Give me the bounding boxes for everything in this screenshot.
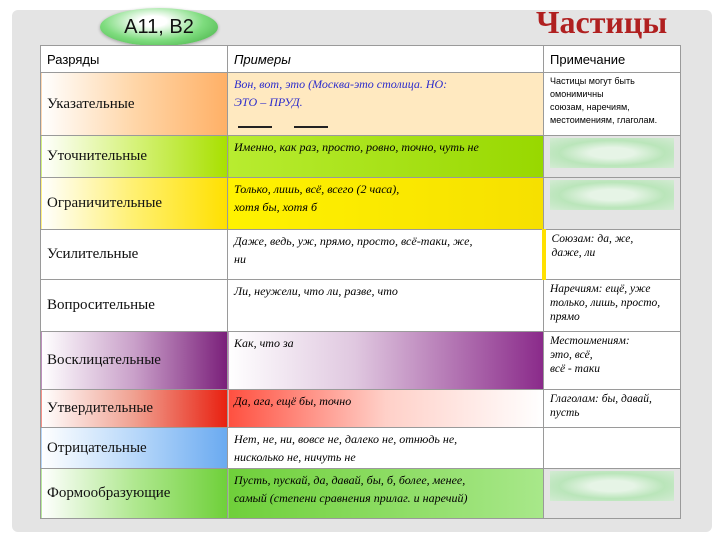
example-line: хотя бы, хотя б [234, 200, 318, 214]
example-cell [228, 428, 544, 469]
note-highlight [550, 180, 674, 210]
example-cell [228, 469, 544, 519]
example-line: Именно, как раз, просто, ровно, точно, чуть не [234, 140, 479, 154]
category-cell: Формообразующие [41, 469, 228, 519]
particles-table [40, 45, 681, 519]
note-cell [544, 428, 681, 469]
header-row [41, 46, 681, 73]
example-cell [228, 332, 544, 390]
table-row [41, 280, 681, 332]
example-cell [228, 178, 544, 230]
note-line: только, лишь, просто, [550, 297, 661, 309]
header-note: Примечание [544, 46, 681, 73]
example-cell [228, 73, 544, 136]
category-cell: Усилительные [41, 230, 228, 280]
note-line: союзам, наречиям, [550, 102, 630, 112]
note-line: местоимениям, глаголам. [550, 115, 658, 125]
topic-badge [100, 8, 218, 46]
note-cell [544, 332, 681, 390]
note-line: Союзам: да, же, [551, 233, 634, 245]
example-line: Да, ага, ещё бы, точно [234, 394, 352, 408]
category-cell: Ограничительные [41, 178, 228, 230]
example-line: Ли, неужели, что ли, разве, что [234, 284, 398, 298]
table-row [41, 332, 681, 390]
note-highlight [550, 138, 674, 168]
slide-title: Частицы [536, 4, 668, 40]
example-line: ЭТО – ПРУД. [234, 95, 303, 109]
table-row [41, 73, 681, 136]
table-row [41, 136, 681, 178]
example-line: Вон, вот, это (Москва-это столица. НО: [234, 77, 448, 91]
table-row [41, 428, 681, 469]
note-line: это, всё, [550, 349, 593, 361]
note-line: всё - таки [550, 363, 600, 375]
category-cell: Указательные [41, 73, 228, 136]
example-line: Нет, не, ни, вовсе не, далеко не, отнюдь не, [234, 432, 458, 446]
underline-marks [238, 115, 537, 133]
example-line: Даже, ведь, уж, прямо, просто, всё-таки, же, [234, 234, 473, 248]
example-line: самый (степени сравнения прилаг. и наречий) [234, 491, 468, 505]
note-cell [544, 73, 681, 136]
category-cell: Восклицательные [41, 332, 228, 390]
table-row [41, 390, 681, 428]
note-cell [544, 469, 681, 519]
note-line: Наречиям: ещё, уже [550, 283, 651, 295]
note-line: пусть [550, 407, 580, 419]
table-row [41, 469, 681, 519]
note-cell [544, 280, 681, 332]
category-cell: Уточнительные [41, 136, 228, 178]
note-line: прямо [550, 311, 580, 323]
category-cell: Утвердительные [41, 390, 228, 428]
note-highlight [550, 471, 674, 501]
note-line: Местоимениям: [550, 335, 630, 347]
table-row [41, 230, 681, 280]
example-cell [228, 280, 544, 332]
note-cell [544, 390, 681, 428]
category-cell: Отрицательные [41, 428, 228, 469]
example-line: нисколько не, ничуть не [234, 450, 356, 464]
note-cell [544, 136, 681, 178]
example-cell [228, 136, 544, 178]
note-line: даже, ли [551, 247, 596, 259]
header-category: Разряды [41, 46, 228, 73]
example-cell [228, 390, 544, 428]
note-line: Глаголам: бы, давай, [550, 393, 652, 405]
table-row [41, 178, 681, 230]
badge-label: А11, В2 [124, 15, 194, 38]
example-line: Пусть, пускай, да, давай, бы, б, более, менее, [234, 473, 466, 487]
example-line: Только, лишь, всё, всего (2 часа), [234, 182, 400, 196]
note-line: Частицы могут быть омонимичны [550, 76, 635, 99]
header-examples: Примеры [228, 46, 544, 73]
note-cell [544, 178, 681, 230]
note-cell [544, 230, 681, 280]
example-line: ни [234, 252, 246, 266]
example-cell [228, 230, 544, 280]
category-cell: Вопросительные [41, 280, 228, 332]
example-line: Как, что за [234, 336, 294, 350]
